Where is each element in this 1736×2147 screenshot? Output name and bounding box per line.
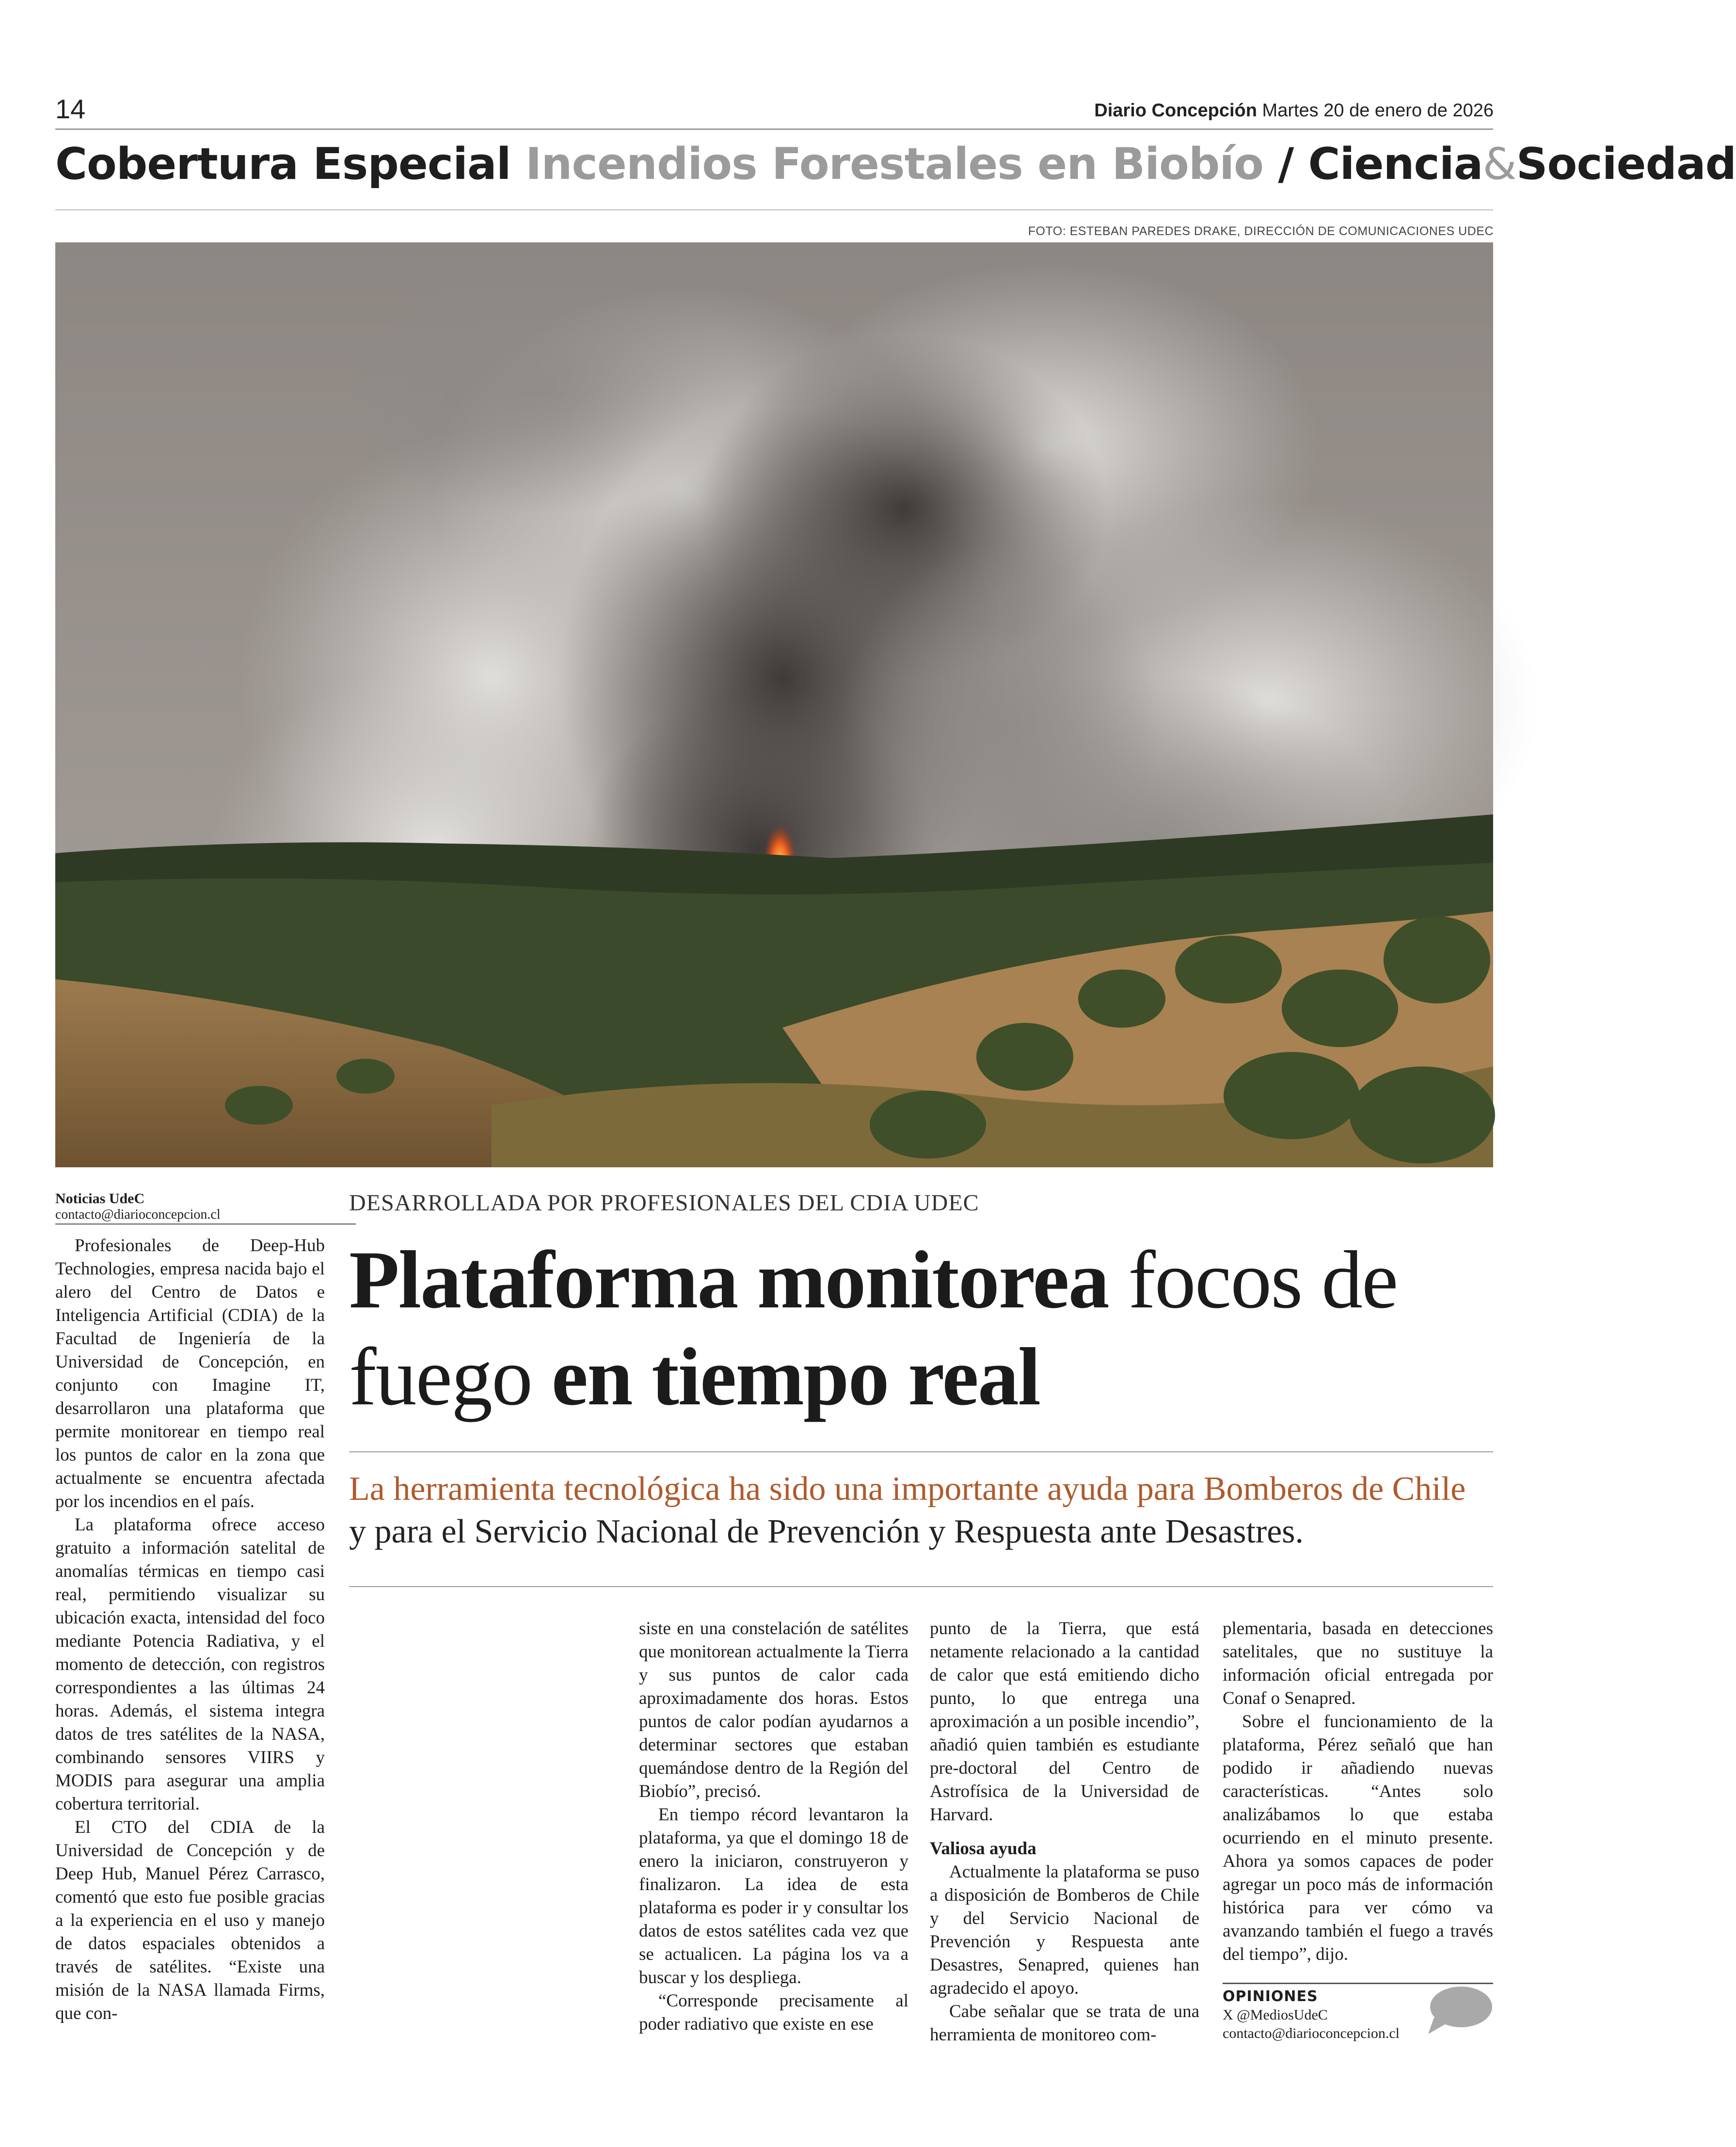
photo-credit: FOTO: ESTEBAN PAREDES DRAKE, DIRECCIÓN DE COMUNICACIONES UDEC [1028,224,1494,238]
issue-date: Martes 20 de enero de 2026 [1262,100,1494,121]
section-main: Cobertura Especial [55,139,511,190]
headline-part1: Plataforma monitorea [349,1234,1109,1325]
paragraph: Actualmente la plataforma se puso a disposición de Bomberos de Chile y del Servicio Nacional de Prevención y Respuesta ante Desastres, Senapred, quienes han agradecido el apoyo. [930,1862,1199,1998]
paragraph: siste en una constelación de satélites que monitorean actualmente la Tierra y sus puntos de calor cada aproximadamente dos horas. Estos puntos de calor podían ayudarnos a determinar sectores que estaban quemándose dentro de la Región del Biobío”, precisó. [639,1619,908,1801]
byline-rule [55,1224,356,1225]
category-amp: & [1482,139,1516,190]
headline-part2: focos de fuego [349,1234,1398,1422]
deck-rest: y para el Servicio Nacional de Prevención y Respuesta ante Desastres. [349,1513,1304,1550]
opinions-handle[interactable]: X @MediosUdeC [1223,2007,1328,2023]
subheading: Valiosa ayuda [930,1839,1036,1859]
byline [55,1191,356,1223]
headline-part3: en tiempo real [551,1331,1040,1422]
body-column-1 [55,1234,325,2025]
deck-highlight: La herramienta tecnológica ha sido una importante ayuda para Bomberos de Chile [349,1470,1466,1508]
opinions-title: OPINIONES [1223,1988,1318,2005]
paragraph: Sobre el funcionamiento de la plataforma, Pérez señaló que han podido ir añadiendo nuevas características. “Antes solo analizábamos lo que estaba ocurriendo en el minuto presente. Ahora ya somos capaces de poder agregar un poco más de información histórica para ver cómo va avanzando también el fuego a través del tiempo”, dijo. [1223,1712,1493,1964]
headline-rule [349,1451,1493,1452]
paragraph: punto de la Tierra, que está netamente relacionado a la cantidad de calor que está emitiendo dicho punto, lo que entrega una aproximación a un posible incendio”, añadió quien también es estudiante pre-doctoral del Centro de Astrofísica de la Universidad de Harvard. [930,1619,1199,1825]
section-rule [55,209,1493,210]
body-column-2 [639,1617,908,2036]
paragraph: “Corresponde precisamente al poder radiativo que existe en ese [639,1991,908,2034]
paragraph: Profesionales de Deep-Hub Technologies, empresa nacida bajo el alero del Centro de Datos e Inteligencia Artificial (CDIA) de la Facultad de Ingeniería de la Universidad de Concepción, en conjunto con Imagine IT, desarrollaron una plataforma que permite monitorear en tiempo real los puntos de calor en la zona que actualmente se encuentra afectada por los incendios en el país. [55,1236,325,1511]
speech-bubble-icon [1424,1984,1493,2037]
body-column-3 [930,1617,1199,2047]
category-left: Ciencia [1308,139,1483,190]
opinions-email[interactable]: contacto@diarioconcepcion.cl [1223,2025,1400,2041]
paragraph: En tiempo récord levantaron la plataforma, ya que el domingo 18 de enero la iniciaron, construyeron y finalizaron. La idea de esta plataforma es poder ir y consultar los datos de estos satélites cada vez que se actualicen. La página los va a buscar y los despliega. [639,1805,908,1988]
masthead [1094,98,1494,123]
kicker: DESARROLLADA POR PROFESIONALES DEL CDIA UDEC [349,1190,979,1216]
section-separator: / [1278,139,1294,190]
wildfire-photo [55,242,1493,1167]
byline-email[interactable]: contacto@diarioconcepcion.cl [55,1207,221,1222]
headline [349,1231,1479,1425]
category-right: Sociedad [1516,139,1736,190]
brand-name: Diario Concepción [1094,100,1257,121]
deck-rule [349,1586,1493,1587]
page-number: 14 [55,94,86,124]
section-bar [55,138,1736,191]
byline-name: Noticias UdeC [55,1191,145,1207]
paragraph: El CTO del CDIA de la Universidad de Concepción y de Deep Hub, Manuel Pérez Carrasco, comentó que esto fue posible gracias a la experiencia en el uso y manejo de datos espaciales obtenidos a través de satélites. “Existe una misión de la NASA llamada Firms, que con- [55,1817,325,2023]
header-rule [55,128,1493,130]
wildfire-illustration [55,242,1493,1167]
body-column-4 [1223,1617,1493,1966]
paragraph: Cabe señalar que se trata de una herramienta de monitoreo com- [930,2002,1199,2045]
deck [349,1468,1474,1553]
paragraph: La plataforma ofrece acceso gratuito a información satelital de anomalías térmicas en tiempo casi real, permitiendo visualizar su ubicación exacta, intensidad del foco mediante Potencia Radiativa, y el momento de detección, con registros correspondientes a las últimas 24 horas. Además, el sistema integra datos de tres satélites de la NASA, combinando sensores VIIRS y MODIS para asegurar una amplia cobertura territorial. [55,1515,325,1814]
paragraph: plementaria, basada en detecciones satelitales, que no sustituye la información oficial entregada por Conaf o Senapred. [1223,1619,1493,1708]
section-topic: Incendios Forestales en Biobío [525,139,1263,190]
